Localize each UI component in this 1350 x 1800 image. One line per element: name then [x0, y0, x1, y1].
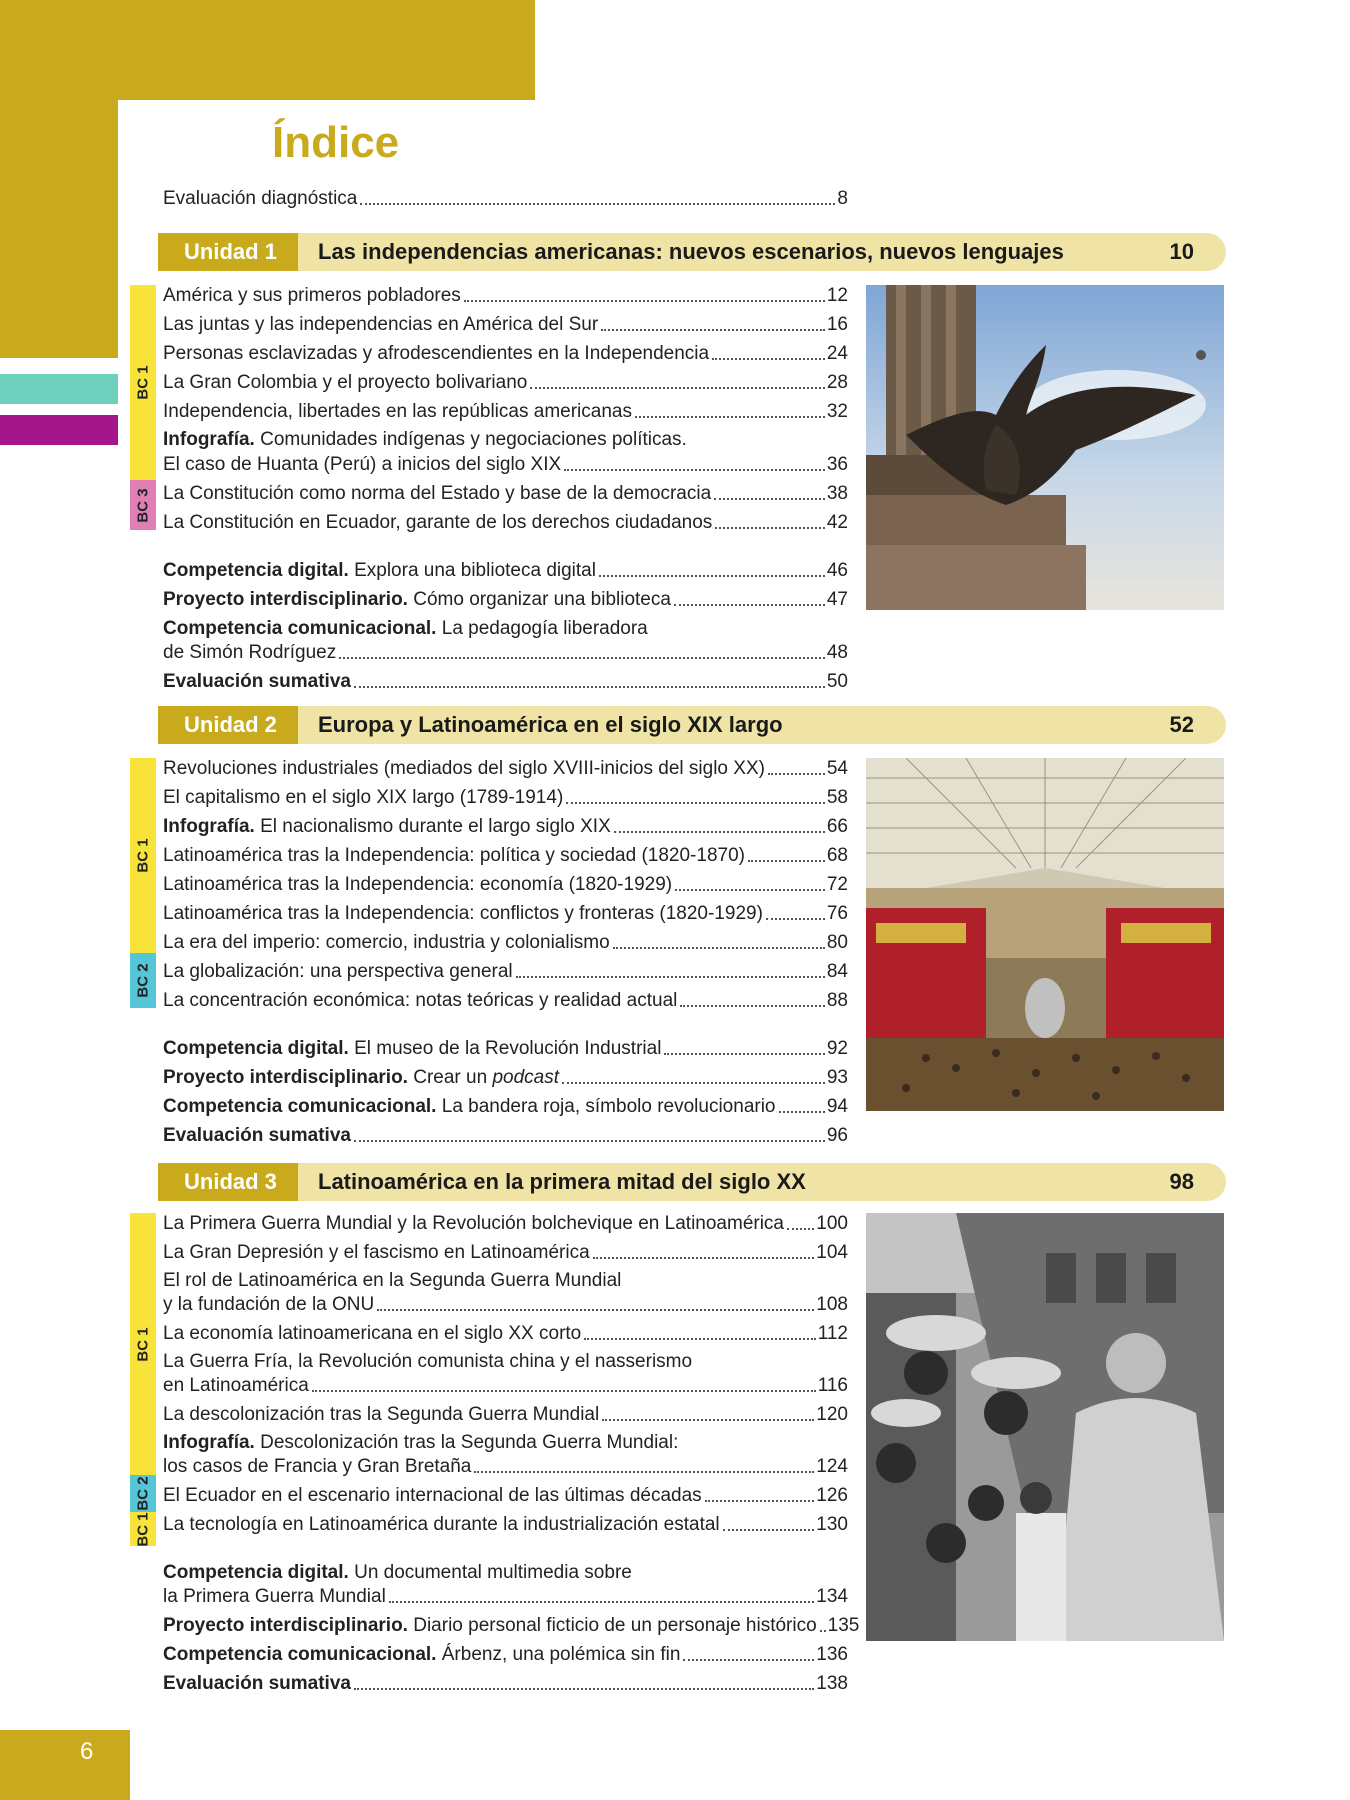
toc-extra[interactable]: la Primera Guerra Mundial 134 — [163, 1586, 848, 1607]
toc-entry[interactable]: La globalización: una perspectiva general 84 — [163, 961, 848, 982]
toc-extra[interactable]: Competencia comunicacional. La bandera roja, símbolo revolucionario 94 — [163, 1096, 848, 1117]
unit-page: 98 — [1169, 1169, 1194, 1194]
toc-entry[interactable]: América y sus primeros pobladores 12 — [163, 285, 848, 306]
left-color-band — [0, 0, 118, 358]
toc-entry-line[interactable]: La Guerra Fría, la Revolución comunista china y el nasserismo — [163, 1351, 693, 1372]
toc-entry[interactable]: La Constitución en Ecuador, garante de los derechos ciudadanos 42 — [163, 512, 848, 533]
bc-1-marker: BC 1 — [130, 285, 156, 480]
toc-entry[interactable]: La concentración económica: notas teóricas y realidad actual 88 — [163, 990, 848, 1011]
page-title: Índice — [272, 118, 400, 167]
unit-page: 52 — [1169, 712, 1194, 737]
toc-extra-line[interactable]: Competencia comunicacional. La pedagogía liberadora — [163, 618, 648, 639]
unit-tag: Unidad 2 — [158, 706, 298, 744]
toc-extra[interactable]: Competencia digital. El museo de la Revolución Industrial 92 — [163, 1038, 848, 1059]
unit-title: Las independencias americanas: nuevos escenarios, nuevos lenguajes — [318, 239, 1064, 264]
toc-extra-line[interactable]: Competencia digital. Un documental multimedia sobre — [163, 1562, 632, 1583]
toc-entry[interactable]: Independencia, libertades en las repúblicas americanas 32 — [163, 401, 848, 422]
toc-entry[interactable]: La Primera Guerra Mundial y la Revolución bolchevique en Latinoamérica 100 — [163, 1213, 848, 1234]
toc-extra[interactable]: Proyecto interdisciplinario. Cómo organizar una biblioteca 47 — [163, 589, 848, 610]
unit-tag: Unidad 1 — [158, 233, 298, 271]
toc-entry[interactable]: El Ecuador en el escenario internacional de las últimas décadas 126 — [163, 1485, 848, 1506]
toc-extra[interactable]: Proyecto interdisciplinario. Crear un podcast 93 — [163, 1067, 848, 1088]
toc-extra[interactable]: Competencia comunicacional. Árbenz, una polémica sin fin 136 — [163, 1644, 848, 1665]
toc-entry[interactable]: El caso de Huanta (Perú) a inicios del siglo XIX 36 — [163, 454, 848, 475]
toc-entry-line[interactable]: Infografía. Descolonización tras la Segunda Guerra Mundial: — [163, 1432, 679, 1453]
toc-entry[interactable]: en Latinoamérica 116 — [163, 1375, 848, 1396]
page-number: 6 — [80, 1738, 94, 1765]
unit-header-2[interactable] — [158, 706, 1226, 744]
toc-extra[interactable]: Competencia digital. Explora una biblioteca digital 46 — [163, 560, 848, 581]
toc-entry-page: 8 — [837, 188, 848, 209]
magenta-stripe — [0, 415, 118, 445]
toc-entry[interactable]: Latinoamérica tras la Independencia: política y sociedad (1820-1870) 68 — [163, 845, 848, 866]
bc-3-marker: BC 3 — [130, 480, 156, 530]
unit-title: Latinoamérica en la primera mitad del siglo XX — [318, 1169, 806, 1194]
toc-extra[interactable]: Proyecto interdisciplinario. Diario personal ficticio de un personaje histórico 135 — [163, 1615, 860, 1636]
toc-entry[interactable]: Revoluciones industriales (mediados del siglo XVIII-inicios del siglo XX) 54 — [163, 758, 848, 779]
toc-entry[interactable]: Las juntas y las independencias en América del Sur 16 — [163, 314, 848, 335]
teal-stripe — [0, 374, 118, 404]
toc-entry[interactable]: y la fundación de la ONU 108 — [163, 1294, 848, 1315]
bc-2-marker: BC 2 — [130, 953, 156, 1008]
toc-entry[interactable]: Latinoamérica tras la Independencia: economía (1820-1929) 72 — [163, 874, 848, 895]
toc-extra[interactable]: Evaluación sumativa 138 — [163, 1673, 848, 1694]
unit-title: Europa y Latinoamérica en el siglo XIX largo — [318, 712, 783, 737]
bc-1-marker: BC 1 — [130, 1512, 156, 1546]
toc-entry[interactable]: El capitalismo en el siglo XIX largo (1789-1914) 58 — [163, 787, 848, 808]
toc-entry[interactable]: La Gran Depresión y el fascismo en Latinoamérica 104 — [163, 1242, 848, 1263]
toc-entry[interactable]: Infografía. El nacionalismo durante el largo siglo XIX 66 — [163, 816, 848, 837]
toc-extra[interactable]: Evaluación sumativa 96 — [163, 1125, 848, 1146]
train-crowd-photo — [866, 1213, 1224, 1641]
toc-entry[interactable]: La era del imperio: comercio, industria y colonialismo 80 — [163, 932, 848, 953]
toc-entry[interactable]: La descolonización tras la Segunda Guerra Mundial 120 — [163, 1404, 848, 1425]
unit-header-3[interactable] — [158, 1163, 1226, 1201]
unit-tag: Unidad 3 — [158, 1163, 298, 1201]
unit-header-1[interactable] — [158, 233, 1226, 271]
bc-1-marker: BC 1 — [130, 758, 156, 953]
toc-entry[interactable]: los casos de Francia y Gran Bretaña 124 — [163, 1456, 848, 1477]
toc-entry[interactable]: La Gran Colombia y el proyecto bolivariano 28 — [163, 372, 848, 393]
toc-extra[interactable]: de Simón Rodríguez 48 — [163, 642, 848, 663]
toc-entry-line[interactable]: El rol de Latinoamérica en la Segunda Guerra Mundial — [163, 1270, 622, 1291]
toc-entry[interactable]: Personas esclavizadas y afrodescendientes en la Independencia 24 — [163, 343, 848, 364]
unit-page: 10 — [1169, 239, 1194, 264]
bc-2-marker: BC 2 — [130, 1475, 156, 1512]
toc-entry[interactable]: La tecnología en Latinoamérica durante la industrialización estatal 130 — [163, 1514, 848, 1535]
toc-extra[interactable]: Evaluación sumativa 50 — [163, 671, 848, 692]
eagle-monument-photo — [866, 285, 1224, 610]
toc-entry[interactable]: La Constitución como norma del Estado y base de la democracia 38 — [163, 483, 848, 504]
page-number-tab — [0, 1730, 130, 1800]
toc-entry[interactable]: Latinoamérica tras la Independencia: conflictos y fronteras (1820-1929) 76 — [163, 903, 848, 924]
crystal-palace-illustration — [866, 758, 1224, 1111]
bc-1-marker: BC 1 — [130, 1213, 156, 1475]
toc-entry[interactable]: La economía latinoamericana en el siglo XX corto 112 — [163, 1323, 848, 1344]
toc-entry-diagnostic[interactable] — [163, 186, 848, 210]
toc-entry-label: Evaluación diagnóstica — [163, 188, 358, 209]
toc-entry-line[interactable]: Infografía. Comunidades indígenas y negociaciones políticas. — [163, 429, 687, 450]
